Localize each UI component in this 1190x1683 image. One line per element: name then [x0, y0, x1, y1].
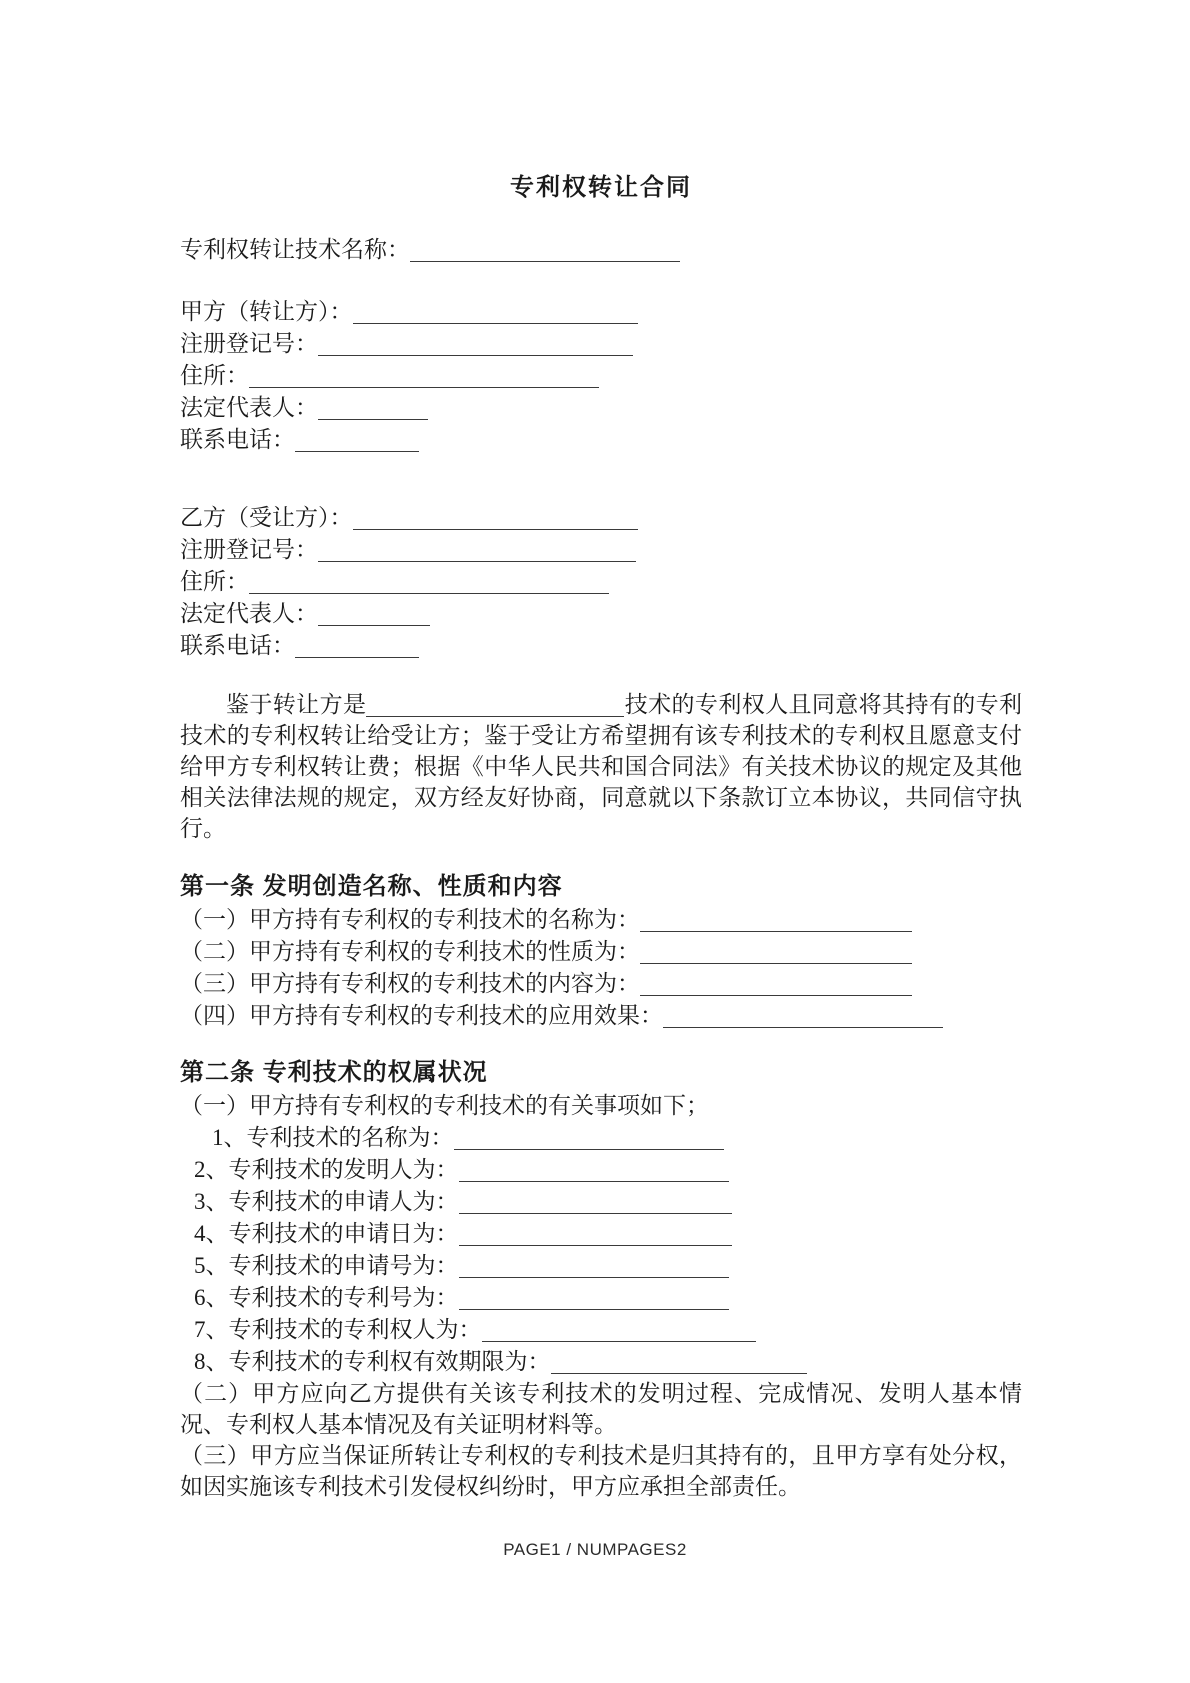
patent-item-7 — [194, 1314, 1022, 1346]
tech-name-field-line — [180, 234, 1022, 266]
field-label: 联系电话： — [180, 633, 295, 658]
blank-field-patent-name[interactable] — [454, 1135, 724, 1150]
blank-field-party-b-legal-rep[interactable] — [318, 611, 430, 626]
party-a-name-line — [180, 296, 1022, 328]
patent-item-1 — [212, 1122, 1022, 1154]
field-label: 注册登记号： — [180, 537, 318, 562]
party-b-reg-line — [180, 534, 1022, 566]
article-1-item-1 — [180, 904, 1022, 936]
patent-item-8 — [194, 1346, 1022, 1378]
field-label: 5、专利技术的申请号为： — [194, 1253, 459, 1278]
blank-field-party-b-phone[interactable] — [295, 643, 419, 658]
field-label: （四）甲方持有专利权的专利技术的应用效果： — [180, 1003, 663, 1028]
field-label: （三）甲方持有专利权的专利技术的内容为： — [180, 971, 640, 996]
blank-field-patent-applicant[interactable] — [459, 1199, 732, 1214]
article-2-intro: （一）甲方持有专利权的专利技术的有关事项如下； — [180, 1093, 709, 1118]
party-a-phone-line — [180, 424, 1022, 456]
field-label: 住所： — [180, 569, 249, 594]
article-2-paragraph-2: （二）甲方应向乙方提供有关该专利技术的发明过程、完成情况、发明人基本情况、专利权人基本情况及有关证明材料等。 — [180, 1381, 1022, 1437]
footer-page-number: PAGE1 / NUMPAGES2 — [503, 1540, 687, 1559]
article-1-item-3 — [180, 968, 1022, 1000]
blank-field-a1-content[interactable] — [640, 981, 912, 996]
field-label: 8、专利技术的专利权有效期限为： — [194, 1349, 551, 1374]
party-b-name-line — [180, 502, 1022, 534]
party-b-phone-line — [180, 630, 1022, 662]
party-b-address-line — [180, 566, 1022, 598]
field-label: 1、专利技术的名称为： — [212, 1125, 454, 1150]
patent-item-3 — [194, 1186, 1022, 1218]
blank-field-a1-name[interactable] — [640, 917, 912, 932]
party-a-reg-line — [180, 328, 1022, 360]
blank-field-patent-no[interactable] — [459, 1295, 729, 1310]
field-label: 联系电话： — [180, 427, 295, 452]
blank-field-party-b-address[interactable] — [249, 579, 609, 594]
article-2-numbered-list — [180, 1122, 1022, 1378]
field-label: 注册登记号： — [180, 331, 318, 356]
blank-field-patent-apply-no[interactable] — [459, 1263, 729, 1278]
recitals-text-after: 技术的专利权人且同意将其持有的专利技术的专利权转让给受让方；鉴于受让方希望拥有该专利技术的专利权且愿意支付给甲方专利权转让费；根据《中华人民共和国合同法》有关技术协议的规定及其他相关法律法规的规定，双方经友好协商，同意就以下条款订立本协议，共同信守执行。 — [180, 692, 1023, 841]
blank-field-party-a-name[interactable] — [353, 309, 638, 324]
blank-field-party-a-phone[interactable] — [295, 437, 419, 452]
article-1-items — [180, 904, 1022, 1032]
article-1-item-2 — [180, 936, 1022, 968]
doc-title: 专利权转让合同 — [510, 174, 692, 201]
field-label: 6、专利技术的专利号为： — [194, 1285, 459, 1310]
blank-field-tech-name[interactable] — [410, 247, 680, 262]
blank-field-a1-effect[interactable] — [663, 1013, 943, 1028]
party-a-block — [180, 296, 1022, 456]
field-label: （二）甲方持有专利权的专利技术的性质为： — [180, 939, 640, 964]
blank-field-recitals-tech[interactable] — [366, 702, 624, 717]
field-label: 4、专利技术的申请日为： — [194, 1221, 459, 1246]
patent-item-5 — [194, 1250, 1022, 1282]
article-2-paragraph-3: （三）甲方应当保证所转让专利权的专利技术是归其持有的，且甲方享有处分权，如因实施该专利技术引发侵权纠纷时，甲方应承担全部责任。 — [180, 1443, 1022, 1499]
party-a-legal-rep-line — [180, 392, 1022, 424]
blank-field-party-a-address[interactable] — [249, 373, 599, 388]
blank-field-party-a-legal-rep[interactable] — [318, 405, 428, 420]
recitals-paragraph — [180, 689, 1022, 844]
patent-item-6 — [194, 1282, 1022, 1314]
blank-field-party-b-name[interactable] — [353, 515, 638, 530]
field-label: 2、专利技术的发明人为： — [194, 1157, 459, 1182]
field-label: 法定代表人： — [180, 395, 318, 420]
field-label: 专利权转让技术名称： — [180, 237, 410, 262]
blank-field-patent-validity[interactable] — [551, 1359, 807, 1374]
field-label: 甲方（转让方）： — [180, 299, 353, 324]
article-1-item-4 — [180, 1000, 1022, 1032]
field-label: 法定代表人： — [180, 601, 318, 626]
blank-field-patent-inventor[interactable] — [459, 1167, 729, 1182]
article-1-heading: 第一条 发明创造名称、性质和内容 — [180, 873, 563, 900]
party-a-address-line — [180, 360, 1022, 392]
field-label: （一）甲方持有专利权的专利技术的名称为： — [180, 907, 640, 932]
field-label: 7、专利技术的专利权人为： — [194, 1317, 482, 1342]
field-label: 住所： — [180, 363, 249, 388]
patent-item-2 — [194, 1154, 1022, 1186]
blank-field-a1-nature[interactable] — [640, 949, 912, 964]
party-b-block — [180, 502, 1022, 662]
patent-item-4 — [194, 1218, 1022, 1250]
party-b-legal-rep-line — [180, 598, 1022, 630]
blank-field-patent-owner[interactable] — [482, 1327, 756, 1342]
blank-field-patent-apply-date[interactable] — [459, 1231, 732, 1246]
blank-field-party-b-reg[interactable] — [318, 547, 636, 562]
article-2-heading: 第二条 专利技术的权属状况 — [180, 1059, 488, 1086]
field-label: 3、专利技术的申请人为： — [194, 1189, 459, 1214]
recitals-text-before: 鉴于转让方是 — [226, 692, 367, 717]
blank-field-party-a-reg[interactable] — [318, 341, 633, 356]
field-label: 乙方（受让方）： — [180, 505, 353, 530]
